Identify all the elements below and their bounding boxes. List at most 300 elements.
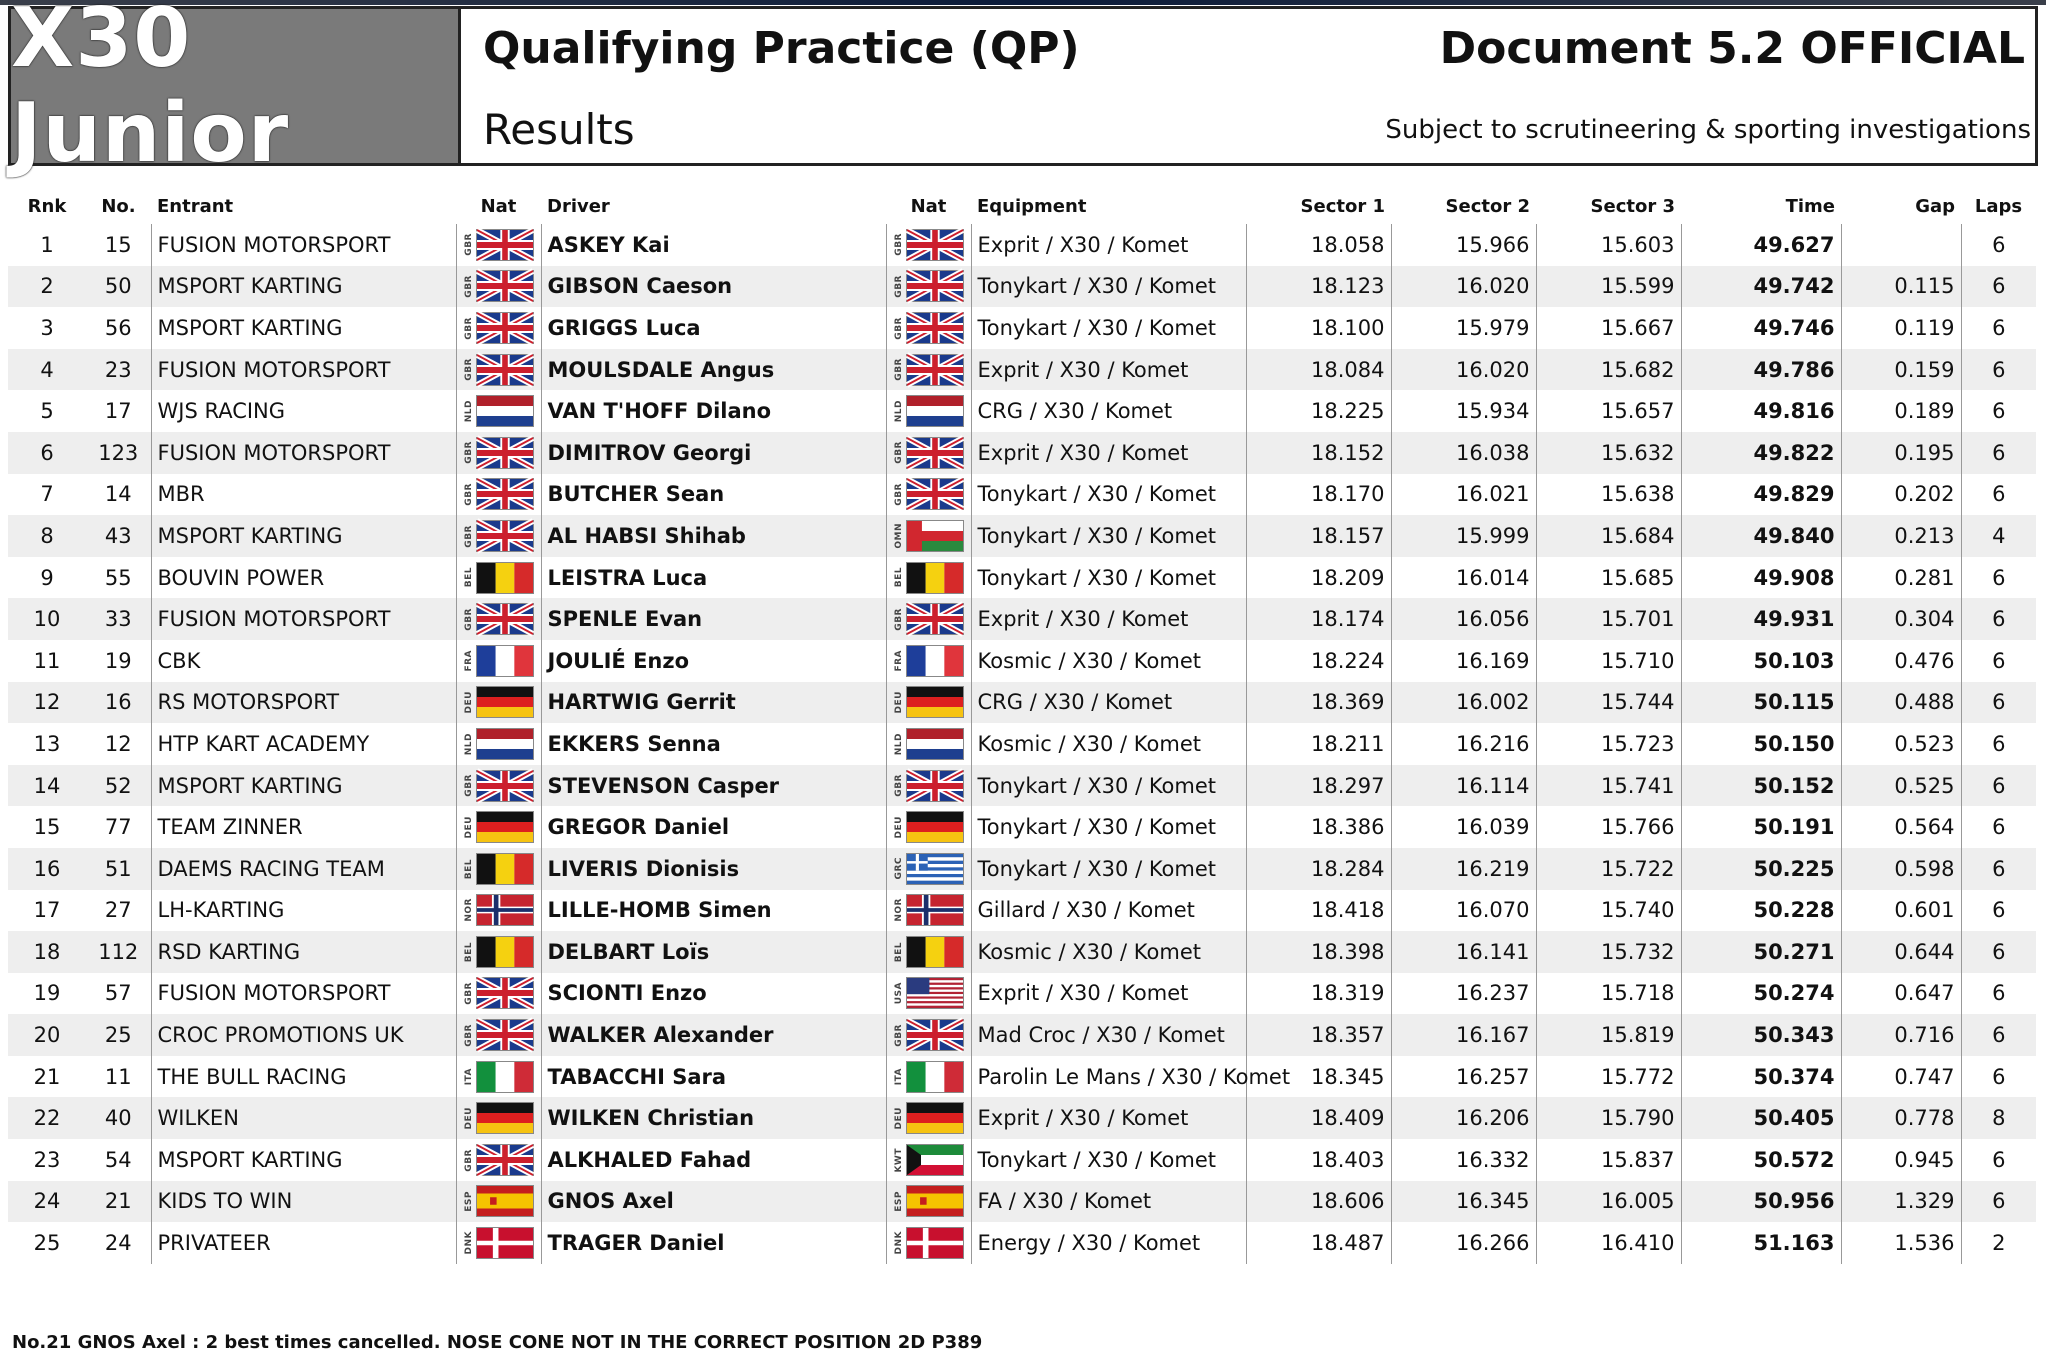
equipment-cell: Exprit / X30 / Komet	[971, 432, 1246, 474]
entrant-cell: DAEMS RACING TEAM	[151, 848, 456, 890]
col-driver-nat: Nat	[910, 195, 947, 217]
driver-cell: LIVERIS Dionisis	[541, 848, 886, 890]
driver-nat-flag-icon	[894, 1185, 964, 1217]
rank-cell: 17	[33, 898, 61, 923]
entrant-nat-code: FRA	[463, 649, 474, 672]
sector1-cell: 18.409	[1246, 1097, 1391, 1139]
number-cell: 11	[86, 1056, 151, 1098]
table-row	[8, 1056, 2036, 1098]
number-cell: 54	[86, 1139, 151, 1181]
results-body	[8, 224, 2036, 1264]
driver-cell: VAN T'HOFF Dilano	[541, 390, 886, 432]
sector1-cell: 18.157	[1246, 515, 1391, 557]
laps-cell: 6	[1961, 848, 2036, 890]
driver-nat-cell	[886, 515, 971, 557]
driver-cell: STEVENSON Casper	[541, 765, 886, 807]
driver-nat-flag-icon	[894, 770, 964, 802]
sector3-cell: 15.682	[1536, 349, 1681, 391]
entrant-nat-flag-icon	[464, 977, 534, 1009]
entrant-cell: HTP KART ACADEMY	[151, 723, 456, 765]
gap-cell: 0.564	[1841, 806, 1961, 848]
table-row	[8, 682, 2036, 724]
driver-nat-code: BEL	[893, 941, 904, 963]
equipment-cell: CRG / X30 / Komet	[971, 682, 1246, 724]
equipment-cell: Parolin Le Mans / X30 / Komet	[971, 1056, 1246, 1098]
equipment-cell: Tonykart / X30 / Komet	[971, 515, 1246, 557]
sector2-cell: 16.167	[1391, 1014, 1536, 1056]
driver-nat-flag-icon	[894, 229, 964, 261]
driver-nat-code: ESP	[893, 1191, 904, 1212]
table-row	[8, 390, 2036, 432]
gap-cell: 0.525	[1841, 765, 1961, 807]
entrant-nat-code: GBR	[463, 441, 474, 465]
driver-nat-code: KWT	[893, 1147, 904, 1173]
entrant-nat-cell	[456, 1056, 541, 1098]
driver-cell: GIBSON Caeson	[541, 266, 886, 308]
table-row	[8, 1222, 2036, 1264]
equipment-cell: Tonykart / X30 / Komet	[971, 474, 1246, 516]
entrant-nat-flag-icon	[464, 1227, 534, 1259]
gap-cell: 1.329	[1841, 1181, 1961, 1223]
entrant-nat-flag-icon	[464, 770, 534, 802]
entrant-cell: FUSION MOTORSPORT	[151, 349, 456, 391]
driver-nat-code: GBR	[893, 316, 904, 340]
document-header	[8, 0, 2038, 181]
entrant-cell: MSPORT KARTING	[151, 1139, 456, 1181]
table-row	[8, 723, 2036, 765]
table-row	[8, 307, 2036, 349]
entrant-nat-code: ITA	[463, 1068, 474, 1086]
rank-cell: 9	[40, 565, 54, 590]
equipment-cell: Tonykart / X30 / Komet	[971, 557, 1246, 599]
driver-nat-code: BEL	[893, 567, 904, 588]
entrant-nat-cell	[456, 973, 541, 1015]
number-cell: 50	[86, 266, 151, 308]
document-note: Subject to scrutineering & sporting investigations	[1385, 115, 2031, 145]
driver-nat-code: GBR	[893, 358, 904, 381]
rank-cell: 5	[40, 399, 54, 424]
sector3-cell: 15.710	[1536, 640, 1681, 682]
col-rank: Rnk	[27, 195, 67, 217]
number-cell: 51	[86, 848, 151, 890]
entrant-nat-flag-icon	[464, 1144, 534, 1176]
entrant-nat-flag-icon	[464, 853, 534, 885]
driver-cell: LILLE-HOMB Simen	[541, 890, 886, 932]
sector1-cell: 18.084	[1246, 349, 1391, 391]
table-row	[8, 349, 2036, 391]
results-subtitle: Results	[483, 105, 635, 154]
driver-nat-cell	[886, 848, 971, 890]
driver-nat-flag-icon	[894, 853, 964, 885]
sector2-cell: 16.345	[1391, 1181, 1536, 1223]
session-title: Qualifying Practice (QP)	[483, 23, 1080, 74]
table-row	[8, 432, 2036, 474]
sector1-cell: 18.100	[1246, 307, 1391, 349]
col-entrant-nat: Nat	[480, 195, 517, 217]
entrant-nat-flag-icon	[464, 728, 534, 760]
driver-nat-cell	[886, 474, 971, 516]
sector2-cell: 16.206	[1391, 1097, 1536, 1139]
entrant-cell: MSPORT KARTING	[151, 765, 456, 807]
sector1-cell: 18.225	[1246, 390, 1391, 432]
rank-cell: 15	[33, 815, 61, 840]
entrant-nat-cell	[456, 890, 541, 932]
entrant-nat-code: GBR	[463, 275, 474, 298]
driver-nat-cell	[886, 682, 971, 724]
time-cell: 50.405	[1681, 1097, 1841, 1139]
equipment-cell: Kosmic / X30 / Komet	[971, 723, 1246, 765]
col-driver: Driver	[547, 195, 610, 217]
entrant-nat-cell	[456, 1222, 541, 1264]
equipment-cell: Mad Croc / X30 / Komet	[971, 1014, 1246, 1056]
laps-cell: 6	[1961, 1014, 2036, 1056]
entrant-nat-cell	[456, 390, 541, 432]
gap-cell: 0.195	[1841, 432, 1961, 474]
driver-nat-cell	[886, 1014, 971, 1056]
sector1-cell: 18.319	[1246, 973, 1391, 1015]
entrant-nat-cell	[456, 848, 541, 890]
driver-cell: WALKER Alexander	[541, 1014, 886, 1056]
sector1-cell: 18.487	[1246, 1222, 1391, 1264]
sector2-cell: 16.219	[1391, 848, 1536, 890]
laps-cell: 6	[1961, 682, 2036, 724]
driver-nat-code: GBR	[893, 1023, 904, 1047]
sector2-cell: 16.216	[1391, 723, 1536, 765]
laps-cell: 6	[1961, 598, 2036, 640]
sector2-cell: 16.169	[1391, 640, 1536, 682]
number-cell: 21	[86, 1181, 151, 1223]
sector2-cell: 16.020	[1391, 266, 1536, 308]
entrant-nat-flag-icon	[464, 1061, 534, 1093]
sector1-cell: 18.369	[1246, 682, 1391, 724]
table-row	[8, 515, 2036, 557]
sector3-cell: 15.837	[1536, 1139, 1681, 1181]
driver-nat-flag-icon	[894, 270, 964, 302]
driver-nat-cell	[886, 1097, 971, 1139]
time-cell: 50.271	[1681, 931, 1841, 973]
entrant-nat-flag-icon	[464, 1185, 534, 1217]
entrant-nat-cell	[456, 515, 541, 557]
driver-nat-code: GBR	[893, 774, 904, 797]
entrant-cell: LH-KARTING	[151, 890, 456, 932]
gap-cell: 0.716	[1841, 1014, 1961, 1056]
entrant-nat-cell	[456, 723, 541, 765]
rank-cell: 23	[33, 1147, 61, 1172]
sector3-cell: 15.603	[1536, 224, 1681, 266]
driver-nat-code: DEU	[893, 815, 904, 839]
col-gap: Gap	[1915, 195, 1955, 217]
table-row	[8, 1181, 2036, 1223]
driver-nat-cell	[886, 224, 971, 266]
laps-cell: 6	[1961, 1181, 2036, 1223]
entrant-cell: PRIVATEER	[151, 1222, 456, 1264]
driver-nat-code: NLD	[893, 732, 904, 756]
results-table	[8, 188, 2036, 1264]
sector1-cell: 18.345	[1246, 1056, 1391, 1098]
driver-nat-flag-icon	[894, 312, 964, 344]
entrant-nat-flag-icon	[464, 395, 534, 427]
equipment-cell: CRG / X30 / Komet	[971, 390, 1246, 432]
driver-nat-cell	[886, 598, 971, 640]
driver-nat-cell	[886, 931, 971, 973]
driver-nat-code: USA	[893, 982, 904, 1005]
driver-nat-flag-icon	[894, 686, 964, 718]
table-row	[8, 266, 2036, 308]
rank-cell: 25	[33, 1231, 61, 1256]
driver-cell: JOULIÉ Enzo	[541, 640, 886, 682]
entrant-nat-cell	[456, 765, 541, 807]
entrant-nat-cell	[456, 224, 541, 266]
equipment-cell: Exprit / X30 / Komet	[971, 349, 1246, 391]
laps-cell: 4	[1961, 515, 2036, 557]
number-cell: 16	[86, 682, 151, 724]
entrant-nat-code: DEU	[463, 691, 474, 714]
sector2-cell: 15.934	[1391, 390, 1536, 432]
entrant-nat-cell	[456, 682, 541, 724]
sector3-cell: 15.718	[1536, 973, 1681, 1015]
entrant-nat-flag-icon	[464, 686, 534, 718]
time-cell: 49.822	[1681, 432, 1841, 474]
driver-nat-flag-icon	[894, 437, 964, 469]
gap-cell: 1.536	[1841, 1222, 1961, 1264]
sector1-cell: 18.224	[1246, 640, 1391, 682]
driver-nat-cell	[886, 806, 971, 848]
time-cell: 49.742	[1681, 266, 1841, 308]
driver-cell: DIMITROV Georgi	[541, 432, 886, 474]
col-number: No.	[101, 195, 136, 217]
driver-nat-code: DEU	[893, 1107, 904, 1130]
entrant-nat-flag-icon	[464, 645, 534, 677]
driver-nat-cell	[886, 432, 971, 474]
sector2-cell: 16.038	[1391, 432, 1536, 474]
sector3-cell: 15.638	[1536, 474, 1681, 516]
driver-nat-code: NLD	[893, 400, 904, 423]
sector1-cell: 18.174	[1246, 598, 1391, 640]
driver-nat-flag-icon	[894, 603, 964, 635]
entrant-nat-code: DEU	[463, 1107, 474, 1130]
sector2-cell: 15.966	[1391, 224, 1536, 266]
table-row	[8, 640, 2036, 682]
driver-nat-code: FRA	[893, 649, 904, 672]
entrant-nat-code: NLD	[463, 732, 474, 756]
entrant-cell: FUSION MOTORSPORT	[151, 973, 456, 1015]
entrant-cell: FUSION MOTORSPORT	[151, 598, 456, 640]
entrant-nat-cell	[456, 1181, 541, 1223]
sector1-cell: 18.152	[1246, 432, 1391, 474]
rank-cell: 6	[8, 432, 86, 474]
time-cell: 51.163	[1681, 1222, 1841, 1264]
driver-cell: SCIONTI Enzo	[541, 973, 886, 1015]
entrant-nat-flag-icon	[464, 520, 534, 552]
laps-cell: 6	[1961, 266, 2036, 308]
driver-nat-flag-icon	[894, 1061, 964, 1093]
table-row	[8, 931, 2036, 973]
driver-nat-cell	[886, 390, 971, 432]
rank-cell: 24	[8, 1181, 86, 1223]
number-cell: 17	[86, 390, 151, 432]
entrant-nat-cell	[456, 931, 541, 973]
number-cell: 14	[86, 474, 151, 516]
sector1-cell: 18.170	[1246, 474, 1391, 516]
sector3-cell: 15.701	[1536, 598, 1681, 640]
entrant-nat-code: DEU	[463, 815, 474, 839]
time-cell: 49.627	[1681, 224, 1841, 266]
driver-nat-code: DEU	[893, 691, 904, 714]
sector2-cell: 16.237	[1391, 973, 1536, 1015]
entrant-nat-code: BEL	[463, 941, 474, 963]
gap-cell: 0.202	[1841, 474, 1961, 516]
rank-cell: 2	[8, 266, 86, 308]
sector1-cell: 18.386	[1246, 806, 1391, 848]
laps-cell: 6	[1992, 981, 2006, 1006]
col-sector2: Sector 2	[1445, 195, 1530, 217]
sector3-cell: 15.723	[1536, 723, 1681, 765]
gap-cell: 0.747	[1841, 1056, 1961, 1098]
sector3-cell: 15.667	[1536, 307, 1681, 349]
col-time: Time	[1785, 195, 1835, 217]
entrant-nat-flag-icon	[464, 478, 534, 510]
driver-nat-cell	[886, 1056, 971, 1098]
driver-nat-code: GBR	[893, 275, 904, 298]
laps-cell: 6	[1992, 1147, 2006, 1172]
entrant-nat-cell	[456, 598, 541, 640]
gap-cell: 0.523	[1841, 723, 1961, 765]
driver-nat-flag-icon	[894, 520, 964, 552]
laps-cell: 6	[1992, 648, 2006, 673]
time-cell: 50.115	[1681, 682, 1841, 724]
number-cell: 55	[86, 557, 151, 599]
rank-cell: 8	[8, 515, 86, 557]
number-cell: 15	[86, 224, 151, 266]
driver-cell: AL HABSI Shihab	[541, 515, 886, 557]
driver-cell: EKKERS Senna	[541, 723, 886, 765]
driver-cell: SPENLE Evan	[541, 598, 886, 640]
sector3-cell: 15.732	[1536, 931, 1681, 973]
driver-nat-cell	[886, 1139, 971, 1181]
time-cell: 49.840	[1681, 515, 1841, 557]
sector2-cell: 16.332	[1391, 1139, 1536, 1181]
rank-cell: 1	[40, 232, 54, 257]
equipment-cell: Kosmic / X30 / Komet	[971, 931, 1246, 973]
time-cell: 50.228	[1681, 890, 1841, 932]
gap-cell: 0.476	[1841, 640, 1961, 682]
laps-cell: 2	[1992, 1231, 2006, 1256]
driver-nat-code: GRC	[893, 857, 904, 880]
equipment-cell: Tonykart / X30 / Komet	[971, 806, 1246, 848]
driver-cell: ASKEY Kai	[541, 224, 886, 266]
entrant-nat-flag-icon	[464, 936, 534, 968]
table-row	[8, 224, 2036, 266]
class-name: X30 Junior	[11, 0, 290, 181]
driver-cell: DELBART Loïs	[541, 931, 886, 973]
entrant-nat-cell	[456, 266, 541, 308]
time-cell: 49.908	[1681, 557, 1841, 599]
sector1-cell: 18.211	[1246, 723, 1391, 765]
col-sector3: Sector 3	[1590, 195, 1675, 217]
entrant-nat-code: BEL	[463, 567, 474, 588]
sector3-cell: 15.744	[1536, 682, 1681, 724]
driver-nat-flag-icon	[894, 478, 964, 510]
sector1-cell: 18.398	[1246, 931, 1391, 973]
rank-cell: 18	[8, 931, 86, 973]
number-cell: 57	[86, 973, 151, 1015]
sector3-cell: 15.722	[1536, 848, 1681, 890]
table-row	[8, 598, 2036, 640]
gap-cell: 0.598	[1841, 848, 1961, 890]
sector1-cell: 18.297	[1246, 765, 1391, 807]
driver-cell: TRAGER Daniel	[541, 1222, 886, 1264]
gap-cell: 0.945	[1841, 1139, 1961, 1181]
rank-cell: 3	[40, 315, 54, 340]
gap-cell: 0.647	[1841, 973, 1961, 1015]
gap-cell: 0.119	[1841, 307, 1961, 349]
sector3-cell: 15.772	[1536, 1056, 1681, 1098]
entrant-cell: CROC PROMOTIONS UK	[151, 1014, 456, 1056]
col-sector1: Sector 1	[1300, 195, 1385, 217]
driver-nat-code: ITA	[893, 1068, 904, 1086]
driver-nat-cell	[886, 890, 971, 932]
entrant-nat-code: GBR	[463, 316, 474, 340]
driver-nat-flag-icon	[894, 894, 964, 926]
number-cell: 27	[86, 890, 151, 932]
entrant-nat-cell	[456, 806, 541, 848]
sector1-cell: 18.209	[1246, 557, 1391, 599]
driver-nat-cell	[886, 1181, 971, 1223]
rank-cell: 7	[40, 482, 54, 507]
entrant-cell: FUSION MOTORSPORT	[151, 224, 456, 266]
entrant-cell: RSD KARTING	[151, 931, 456, 973]
number-cell: 24	[86, 1222, 151, 1264]
sector3-cell: 16.410	[1536, 1222, 1681, 1264]
rank-cell: 21	[33, 1064, 61, 1089]
table-row	[8, 1139, 2036, 1181]
sector3-cell: 15.790	[1536, 1097, 1681, 1139]
sector2-cell: 15.999	[1391, 515, 1536, 557]
entrant-nat-code: BEL	[463, 858, 474, 879]
equipment-cell: Tonykart / X30 / Komet	[971, 307, 1246, 349]
sector2-cell: 16.257	[1391, 1056, 1536, 1098]
entrant-cell: WILKEN	[151, 1097, 456, 1139]
time-cell: 50.152	[1681, 765, 1841, 807]
entrant-nat-flag-icon	[464, 894, 534, 926]
driver-cell: GNOS Axel	[541, 1181, 886, 1223]
driver-cell: GREGOR Daniel	[541, 806, 886, 848]
sector3-cell: 15.599	[1536, 266, 1681, 308]
gap-cell: 0.488	[1841, 682, 1961, 724]
entrant-cell: BOUVIN POWER	[151, 557, 456, 599]
entrant-nat-flag-icon	[464, 312, 534, 344]
sector3-cell: 15.684	[1536, 515, 1681, 557]
entrant-nat-flag-icon	[464, 270, 534, 302]
entrant-nat-cell	[456, 474, 541, 516]
entrant-nat-cell	[456, 1139, 541, 1181]
entrant-cell: CBK	[151, 640, 456, 682]
driver-cell: ALKHALED Fahad	[541, 1139, 886, 1181]
rank-cell: 14	[8, 765, 86, 807]
driver-nat-cell	[886, 973, 971, 1015]
entrant-nat-code: ESP	[463, 1191, 474, 1212]
entrant-nat-cell	[456, 349, 541, 391]
driver-nat-cell	[886, 349, 971, 391]
number-cell: 40	[86, 1097, 151, 1139]
driver-nat-flag-icon	[894, 395, 964, 427]
entrant-cell: RS MOTORSPORT	[151, 682, 456, 724]
driver-cell: HARTWIG Gerrit	[541, 682, 886, 724]
laps-cell: 6	[1992, 565, 2006, 590]
rank-cell: 22	[8, 1097, 86, 1139]
gap-cell: 0.213	[1841, 515, 1961, 557]
table-row	[8, 848, 2036, 890]
